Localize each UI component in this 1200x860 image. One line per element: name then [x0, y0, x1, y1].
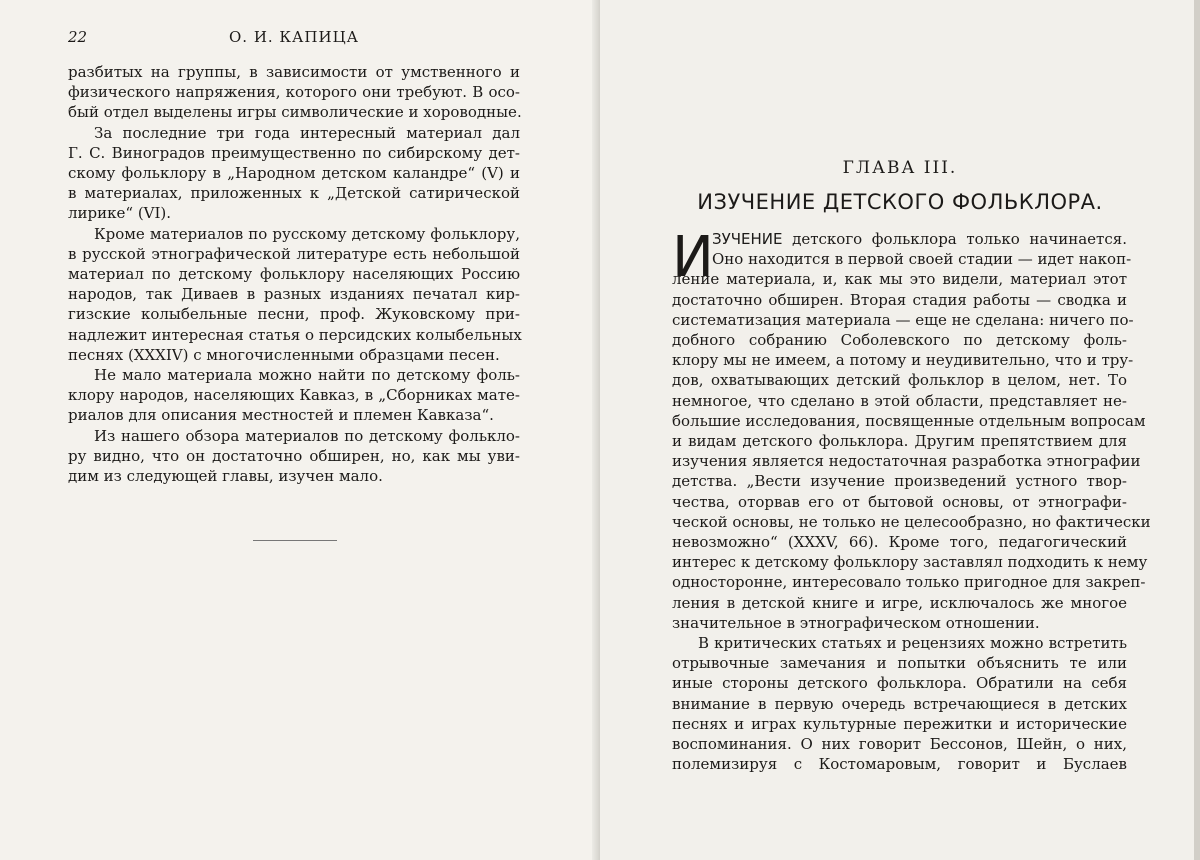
- left-page-text: [68, 62, 520, 486]
- chapter-title: ИЗУЧЕНИЕ ДЕТСКОГО ФОЛЬКЛОРА.: [697, 190, 1103, 214]
- text-line: Из нашего обзора материалов по детскому фолькло-: [94, 426, 520, 445]
- running-title: О. И. КАПИЦА: [228, 28, 360, 46]
- text-line: дов, охватывающих детский фольклор в целом, нет. То: [672, 371, 1127, 390]
- text-line: разбитых на группы, в зависимости от умственного и: [68, 63, 520, 81]
- text-line: добного собранию Соболевского по детскому фоль-: [672, 331, 1127, 350]
- text-line: иные стороны детского фольклора. Обратили на себя: [672, 674, 1127, 693]
- text-line: в материалах, приложенных к „Детской сатирической: [68, 184, 520, 203]
- text-line: физического напряжения, которого они требуют. В осо-: [68, 83, 520, 102]
- text-line: односторонне, интересовало только пригодное для закреп-: [672, 573, 1146, 592]
- text-line: невозможно“ (XXXV, 66). Кроме того, педагогический: [672, 533, 1127, 552]
- text-line: скому фольклору в „Народном детском каландре“ (V) и: [68, 164, 520, 183]
- text-line: Не мало материала можно найти по детскому фоль-: [94, 366, 520, 385]
- text-line: Г. С. Виноградов преимущественно по сибирскому дет-: [68, 143, 520, 162]
- text-line: гизские колыбельные песни, проф. Жуковскому при-: [68, 305, 520, 324]
- text-line: Кроме материалов по русскому детскому фольклору,: [94, 224, 520, 243]
- left-page: [0, 0, 596, 860]
- text-line: изучения является недостаточная разработка этнографии: [672, 452, 1141, 471]
- text-line: систематизация материала — еще не сделана: ничего по-: [672, 310, 1134, 329]
- text-line: песнях и играх культурные пережитки и исторические: [672, 714, 1127, 733]
- text-line: в русской этнографической литературе есть небольшой: [68, 244, 520, 263]
- text-line: значительное в этнографическом отношении.: [672, 613, 1040, 632]
- text-line: клору народов, населяющих Кавказ, в „Сборниках мате-: [68, 386, 520, 405]
- text-line: большие исследования, посвященные отдельным вопросам: [672, 411, 1146, 430]
- text-line: воспоминания. О них говорит Бессонов, Шейн, о них,: [672, 735, 1127, 754]
- text-line: отрывочные замечания и попытки объяснить те или: [672, 654, 1127, 673]
- page-edge: [1194, 0, 1200, 860]
- page-number: 22: [68, 28, 88, 46]
- running-head: [68, 28, 520, 50]
- text-line: В критических статьях и рецензиях можно встретить: [698, 634, 1127, 653]
- text-line: За последние три года интересный материал дал: [94, 123, 520, 142]
- text-line: лирике“ (VI).: [68, 204, 172, 223]
- text-line: немногое, что сделано в этой области, представляет не-: [672, 391, 1127, 410]
- text-line: ческой основы, не только не целесообразно, но фактически: [672, 512, 1151, 531]
- text-line: интерес к детскому фольклору заставлял подходить к нему: [672, 553, 1148, 572]
- text-line: дим из следующей главы, изучен мало.: [68, 467, 383, 486]
- text-line: клору мы не имеем, а потому и неудивительно, что и тру-: [672, 351, 1134, 370]
- text-line: достаточно обширен. Вторая стадия работы — сводка и: [672, 290, 1127, 309]
- drop-cap: И: [672, 225, 714, 290]
- text-line: ление материала, и, как мы это видели, материал этот: [672, 270, 1127, 289]
- right-page-text: [672, 225, 1151, 774]
- text-line: надлежит интересная статья о персидских колыбельных: [68, 325, 522, 344]
- text-line: ления в детской книге и игре, исключалось же многое: [672, 593, 1127, 612]
- first-word-rest: ЗУЧЕНИЕ: [712, 230, 783, 248]
- text-line: чества, оторвав его от бытовой основы, от этнографи-: [672, 492, 1127, 511]
- text-line: внимание в первую очередь встречающиеся в детских: [672, 694, 1127, 713]
- text-line: и видам детского фольклора. Другим препятствием для: [672, 432, 1127, 451]
- text-line: материал по детскому фольклору населяющих Россию: [68, 265, 520, 284]
- chapter-number: ГЛАВА III.: [842, 158, 958, 178]
- text-line: народов, так Диваев в разных изданиях печатал кир-: [68, 285, 520, 304]
- text-line: ЗУЧЕНИЕ детского фольклора только начинается.: [712, 230, 1127, 248]
- text-line: ру видно, что он достаточно обширен, но, как мы уви-: [68, 446, 520, 465]
- text-line: детства. „Вести изучение произведений устного твор-: [672, 472, 1127, 491]
- text-line: риалов для описания местностей и племен Кавказа“.: [68, 406, 494, 425]
- text-line: бый отдел выделены игры символические и хороводные.: [68, 103, 522, 122]
- text-line: Оно находится в первой своей стадии — идет накоп-: [712, 250, 1132, 269]
- section-end-rule: [253, 540, 337, 541]
- text-line: полемизируя с Костомаровым, говорит и Буслаев: [672, 755, 1127, 774]
- text-line: песнях (XXXIV) с многочисленными образцами песен.: [68, 345, 500, 364]
